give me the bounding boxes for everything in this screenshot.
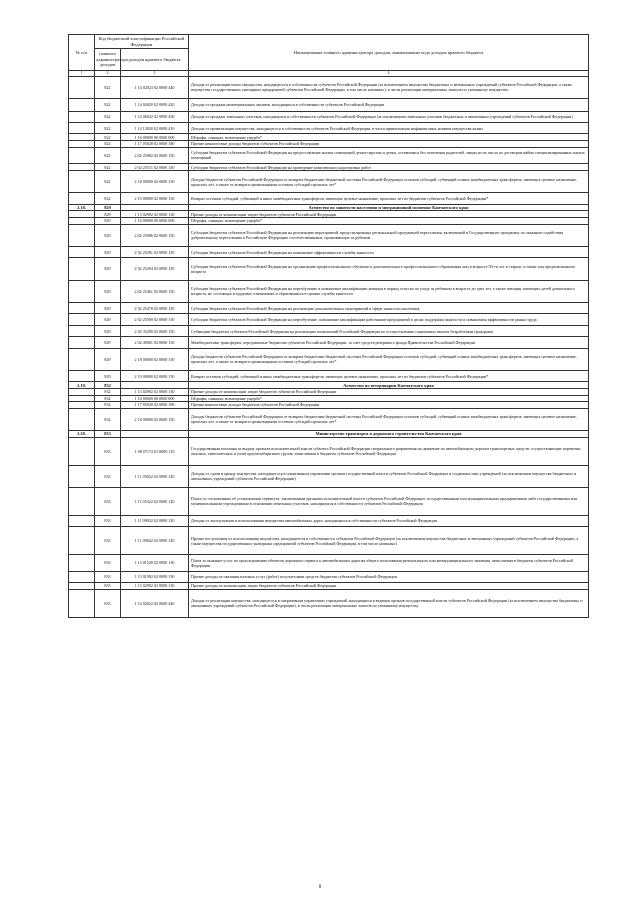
income-name: Субсидии бюджетам субъектов Российской Федерации на организацию профессионального обучения и дополнительного профессионального образования лиц в возрасте 50-ти лет и старше, а также лиц предпенсионного возраста [189, 258, 589, 280]
header-classification: Код бюджетной классификации Российской Федерации [95, 35, 189, 49]
income-name: Штрафы, санкции, возмещение ущерба* [189, 134, 589, 141]
admin-code: 822 [95, 122, 121, 133]
page-number: 8 [318, 884, 322, 890]
admin-code: 832 [95, 389, 121, 396]
admin-code: 832 [95, 402, 121, 409]
income-code: 2 18 00000 02 0000 150 [121, 408, 189, 430]
income-name: Возврат остатков субсидий, субвенций и иных межбюджетных трансфертов, имеющих целевое назначение, прошлых лет из бюджетов субъектов Российской Федерации* [189, 193, 589, 204]
income-name: Плата за оказание услуг по присоединению объектов дорожного сервиса к автомобильным дорогам общего пользования регионального или межмуниципального значения, зачисляемая в бюджеты субъектов Российской Федерации [189, 554, 589, 571]
table-row [69, 134, 589, 141]
admin-code: 822 [95, 111, 121, 122]
admin-code: 829 [95, 348, 121, 370]
row-number [69, 224, 95, 246]
admin-code: 822 [95, 193, 121, 204]
row-number [69, 371, 95, 382]
header-admin: главного администратора доходов [95, 49, 121, 71]
table-row [69, 164, 589, 171]
row-number [69, 408, 95, 430]
row-number [69, 147, 95, 164]
row-number [69, 314, 95, 325]
income-name: Доходы от продажи земельных участков, находящихся в собственности субъектов Российской Федерации (за исключением земельных участков бюджетных и автономных учреждений субъектов Российской Федерации) [189, 111, 589, 122]
income-code: 1 11 05322 02 0000 120 [121, 487, 189, 515]
income-code [121, 431, 189, 438]
admin-code: 822 [95, 99, 121, 111]
admin-code: 829 [95, 314, 121, 325]
admin-code: 822 [95, 76, 121, 98]
index-4: 4 [189, 71, 589, 77]
admin-code: 832 [95, 408, 121, 430]
row-number [69, 487, 95, 515]
income-code: 2 02 25511 02 0000 150 [121, 164, 189, 171]
index-2: 2 [95, 71, 121, 77]
index-3: 3 [121, 71, 189, 77]
income-code: 1 16 00000 00 0000 000 [121, 395, 189, 402]
table-row [69, 395, 589, 402]
table-row [69, 122, 589, 133]
income-name: Прочие доходы от компенсации затрат бюджетов субъектов Российской Федерации [189, 389, 589, 396]
admin-code: 822 [95, 147, 121, 164]
income-code: 2 02 25294 02 0000 150 [121, 258, 189, 280]
income-code: 2 02 25086 02 0000 150 [121, 224, 189, 246]
income-code: 1 17 05020 02 0000 180 [121, 402, 189, 409]
income-name: Доходы от продажи нематериальных активов, находящихся в собственности субъектов Российской Федерации [189, 99, 589, 111]
admin-code: 829 [95, 217, 121, 224]
row-number [69, 554, 95, 571]
table-row [69, 314, 589, 325]
income-code: 2 02 25569 02 0000 150 [121, 314, 189, 325]
income-code: 1 13 02992 02 0000 130 [121, 389, 189, 396]
income-name: Доходы от эксплуатации и использования имущества автомобильных дорог, находящихся в собственности субъектов Российской Федерации [189, 515, 589, 526]
income-name: Доходы от сдачи в аренду имущества, находящегося в оперативном управлении органов государственной власти субъектов Российской Федерации и созданных ими учреждений (за исключением имущества бюджетных и автономных учреждений субъектов Российской Федерации) [189, 465, 589, 487]
row-number [69, 211, 95, 218]
row-number [69, 280, 95, 302]
header-row-1 [69, 35, 589, 49]
row-number [69, 134, 95, 141]
income-name: Межбюджетные трансферты, передаваемые бюджетам субъектов Российской Федерации, за счет средств резервного фонда Правительства Российской Федерации [189, 337, 589, 348]
income-code: 2 19 00000 02 0000 150 [121, 371, 189, 382]
table-row [69, 402, 589, 409]
row-number [69, 325, 95, 336]
row-number [69, 389, 95, 396]
table-row [69, 258, 589, 280]
income-code: 1 13 01992 02 0000 130 [121, 571, 189, 582]
table-row [69, 99, 589, 111]
row-number: 2.18. [69, 204, 95, 211]
income-name: Доходы бюджетов субъектов Российской Федерации от возврата бюджетами бюджетной системы Российской Федерации остатков субсидий, субвенций и иных межбюджетных трансфертов, имеющих целевое назначение, прошлых лет, а также от возврата организациями остатков субсидий прошлых лет* [189, 170, 589, 192]
income-code: 2 02 25082 02 0000 150 [121, 147, 189, 164]
income-name: Прочие неналоговые доходы бюджетов субъектов Российской Федерации [189, 402, 589, 409]
income-code: 2 02 49001 02 0000 150 [121, 337, 189, 348]
income-code: 1 16 00000 00 0000 000 [121, 134, 189, 141]
table-row [69, 371, 589, 382]
income-code: 1 11 09042 02 0000 120 [121, 527, 189, 555]
table-row [69, 193, 589, 204]
row-number [69, 465, 95, 487]
table-row [69, 325, 589, 336]
table-row [69, 337, 589, 348]
table-row [69, 76, 589, 98]
income-code: 1 17 05020 02 0000 180 [121, 140, 189, 147]
admin-code: 829 [95, 325, 121, 336]
admin-code: 822 [95, 164, 121, 171]
admin-code: 833 [95, 554, 121, 571]
income-name: Государственная пошлина за выдачу органом исполнительной власти субъекта Российской Федерации специального разрешения на движение по автомобильным дорогам транспортных средств, осуществляющих перевозки опасных, тяжеловесных и (или) крупногабаритных грузов, зачисляемая в бюджеты субъектов Российской Федерации [189, 437, 589, 465]
income-code: 1 08 07172 01 0000 110 [121, 437, 189, 465]
row-number [69, 258, 95, 280]
income-code: 1 14 13020 02 0000 410 [121, 122, 189, 133]
income-code: 2 02 35290 02 0000 150 [121, 325, 189, 336]
header-name: Наименование главного администратора доходов, наименование кода доходов краевого бюджета [189, 35, 589, 71]
row-number [69, 589, 95, 617]
income-code: 1 13 02992 02 0000 130 [121, 211, 189, 218]
income-name: Возврат остатков субсидий, субвенций и иных межбюджетных трансфертов, имеющих целевое назначение, прошлых лет из бюджетов субъектов Российской Федерации* [189, 371, 589, 382]
admin-code: 829 [95, 280, 121, 302]
table-row [69, 246, 589, 257]
table-row [69, 437, 589, 465]
table-row [69, 348, 589, 370]
table-row [69, 303, 589, 314]
row-number [69, 170, 95, 192]
index-1: 1 [69, 71, 95, 77]
admin-code: 833 [95, 465, 121, 487]
table-row [69, 583, 589, 590]
income-code: 1 14 04020 02 0000 420 [121, 99, 189, 111]
row-number [69, 99, 95, 111]
admin-code: 829 [95, 204, 121, 211]
admin-code: 829 [95, 211, 121, 218]
income-code: 1 14 02022 02 0000 440 [121, 589, 189, 617]
income-code [121, 204, 189, 211]
table-row [69, 140, 589, 147]
income-name: Доходы бюджетов субъектов Российской Федерации от возврата бюджетами бюджетной системы Российской Федерации остатков субсидий, субвенций и иных межбюджетных трансфертов, имеющих целевое назначение, прошлых лет, а также от возврата организациями остатков субсидий прошлых лет* [189, 408, 589, 430]
income-name: Субвенции бюджетам субъектов Российской Федерации на реализацию полномочий Российской Федерации по осуществлению социальных выплат безработным гражданам [189, 325, 589, 336]
income-name: Субсидии бюджетам субъектов Российской Федерации на переобучение, повышение квалификации работников предприятий в целях поддержки занятости и повышения эффективности рынка труда [189, 314, 589, 325]
admin-code: 833 [95, 583, 121, 590]
row-number [69, 76, 95, 98]
income-codes-table [68, 34, 589, 618]
income-name: Субсидии бюджетам субъектов Российской Федерации на реализацию дополнительных мероприятий в сфере занятости населения [189, 303, 589, 314]
row-number [69, 246, 95, 257]
table-row [69, 554, 589, 571]
income-name: Доходы бюджетов субъектов Российской Федерации от возврата бюджетами бюджетной системы Российской Федерации остатков субсидий, субвенций и иных межбюджетных трансфертов, имеющих целевое назначение, прошлых лет, а также от возврата организациями остатков субсидий прошлых лет* [189, 348, 589, 370]
income-code: 1 11 05032 02 0000 120 [121, 465, 189, 487]
table-row [69, 217, 589, 224]
table-row [69, 170, 589, 192]
admin-code: 832 [95, 395, 121, 402]
income-code: 1 13 02992 02 0000 130 [121, 583, 189, 590]
section-row [69, 204, 589, 211]
table-row [69, 211, 589, 218]
income-name: Субсидии бюджетам субъектов Российской Федерации на предоставление жилых помещений детям-сиротам и детям, оставшимся без попечения родителей, лицам из их числа по договорам найма специализированных жилых помещений [189, 147, 589, 164]
row-number [69, 395, 95, 402]
income-code: 2 02 25478 02 0000 150 [121, 303, 189, 314]
income-name: Прочие поступления от использования имущества, находящегося в собственности субъектов Российской Федерации (за исключением имущества бюджетных и автономных учреждений субъектов Российской Федерации, а также имущества государственных унитарных предприятий субъектов Российской Федерации, в том числе казенных) [189, 527, 589, 555]
income-name: Субсидии бюджетам субъектов Российской Федерации на повышение эффективности службы занятости [189, 246, 589, 257]
admin-code: 822 [95, 134, 121, 141]
row-number [69, 337, 95, 348]
admin-code: 833 [95, 589, 121, 617]
admin-code: 829 [95, 303, 121, 314]
row-number [69, 348, 95, 370]
row-number [69, 571, 95, 582]
income-code: 2 18 00000 02 0000 150 [121, 348, 189, 370]
income-code: 2 19 00000 02 0000 150 [121, 193, 189, 204]
table-row [69, 589, 589, 617]
table-row [69, 111, 589, 122]
income-code: 2 02 25291 02 0000 150 [121, 246, 189, 257]
admin-code: 829 [95, 224, 121, 246]
income-name: Прочие доходы от компенсации затрат бюджетов субъектов Российской Федерации [189, 211, 589, 218]
admin-code: 833 [95, 571, 121, 582]
table-row [69, 487, 589, 515]
table-row [69, 389, 589, 396]
income-code: 1 11 09032 02 0000 120 [121, 515, 189, 526]
admin-code: 833 [95, 515, 121, 526]
admin-code: 822 [95, 170, 121, 192]
row-number [69, 527, 95, 555]
section-row [69, 382, 589, 389]
row-number [69, 437, 95, 465]
row-number [69, 122, 95, 133]
admin-code: 833 [95, 431, 121, 438]
income-name: Доходы от реализации имущества, находящегося в оперативном управлении учреждений, находящихся в ведении органов государственной власти субъектов Российской Федерации (за исключением имущества бюджетных и автономных учреждений субъектов Российской Федерации), в части реализации материальных запасов по указанному имуществу [189, 589, 589, 617]
table-row [69, 147, 589, 164]
row-number [69, 217, 95, 224]
header-income: доходов краевого бюджета [121, 49, 189, 71]
income-code: 1 16 00000 00 0000 000 [121, 217, 189, 224]
admin-code: 829 [95, 258, 121, 280]
header-num: № п/п [69, 35, 95, 71]
section-row [69, 431, 589, 438]
table-row [69, 280, 589, 302]
admin-code: 829 [95, 337, 121, 348]
row-number: 2.20. [69, 431, 95, 438]
admin-code: 829 [95, 371, 121, 382]
row-number [69, 583, 95, 590]
admin-code: 833 [95, 487, 121, 515]
section-title: Министерство транспорта и дорожного строительства Камчатского края [189, 431, 589, 438]
row-number [69, 515, 95, 526]
income-code: 2 02 25461 02 0000 150 [121, 280, 189, 302]
row-number [69, 402, 95, 409]
income-name: Штрафы, санкции, возмещение ущерба* [189, 395, 589, 402]
admin-code: 833 [95, 437, 121, 465]
income-code [121, 382, 189, 389]
row-number: 2.19. [69, 382, 95, 389]
row-number [69, 193, 95, 204]
income-name: Доходы от реализации иного имущества, находящегося в собственности субъектов Российской Федерации (за исключением имущества бюджетных и автономных учреждений субъектов Российской Федерации, а также имущества государственных унитарных предприятий субъектов Российской Федерации, в том числе казенных), в части реализации материальных запасов по указанному имуществу [189, 76, 589, 98]
income-code: 1 14 06022 02 0000 430 [121, 111, 189, 122]
row-number [69, 164, 95, 171]
income-name: Плата по соглашениям об установлении сервитута, заключенным органами исполнительной власти субъектов Российской Федерации, государственными или муниципальными предприятиями либо государственными или муниципальными учреждениями в отношении земельных участков, находящихся в собственности субъектов Российской Федерации [189, 487, 589, 515]
income-code: 1 14 02023 02 0000 440 [121, 76, 189, 98]
income-name: Прочие неналоговые доходы бюджетов субъектов Российской Федерации [189, 140, 589, 147]
income-code: 1 13 01520 02 0000 130 [121, 554, 189, 571]
row-number [69, 140, 95, 147]
income-name: Субсидии бюджетам субъектов Российской Федерации на проведение комплексных кадастровых работ [189, 164, 589, 171]
admin-code: 833 [95, 527, 121, 555]
table-row [69, 408, 589, 430]
income-name: Субсидии бюджетам субъектов Российской Федерации на реализацию мероприятий, предусмотренных региональной программой переселения, включенной в Государственную программу по оказанию содействия добровольному переселению в Российскую Федерацию соотечественников, проживающих за рубежом [189, 224, 589, 246]
income-code: 2 18 00000 02 0000 150 [121, 170, 189, 192]
income-name: Доходы от приватизации имущества, находящегося в собственности субъектов Российской Федерации, в части приватизации нефинансовых активов имущества казны [189, 122, 589, 133]
admin-code: 829 [95, 246, 121, 257]
table-row [69, 515, 589, 526]
admin-code: 832 [95, 382, 121, 389]
document-page [68, 34, 588, 618]
table-row [69, 465, 589, 487]
section-title: Агентство по занятости населения и миграционной политике Камчатского края [189, 204, 589, 211]
row-number [69, 111, 95, 122]
admin-code: 822 [95, 140, 121, 147]
table-row [69, 224, 589, 246]
section-title: Агентство по ветеринарии Камчатского края [189, 382, 589, 389]
income-name: Прочие доходы от компенсации затрат бюджетов субъектов Российской Федерации [189, 583, 589, 590]
table-row [69, 571, 589, 582]
table-row [69, 527, 589, 555]
income-name: Прочие доходы от оказания платных услуг (работ) получателями средств бюджетов субъектов Российской Федерации [189, 571, 589, 582]
table-body [69, 76, 589, 617]
income-name: Штрафы, санкции, возмещение ущерба* [189, 217, 589, 224]
row-number [69, 303, 95, 314]
income-name: Субсидии бюджетам субъектов Российской Федерации на переобучение и повышение квалификации женщин в период отпуска по уходу за ребенком в возрасте до трех лет, а также женщин, имеющих детей дошкольного возраста, не состоящих в трудовых отношениях и обратившихся в органы службы занятости [189, 280, 589, 302]
